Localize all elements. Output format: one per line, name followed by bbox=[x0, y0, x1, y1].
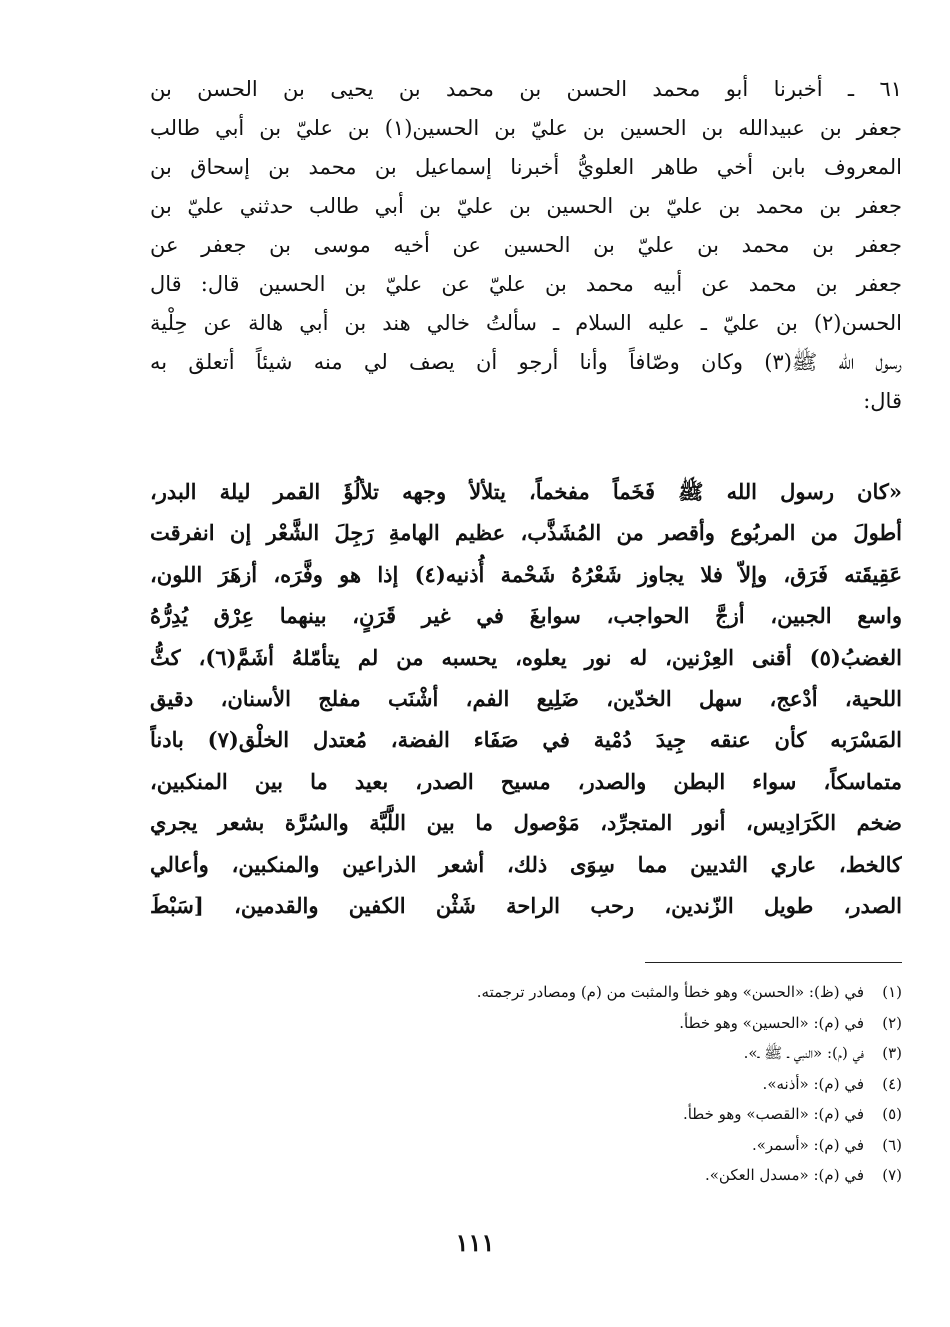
footnote-number: (٦) bbox=[882, 1135, 902, 1154]
footnote-text: في (م): «مسدل العكن». bbox=[704, 1166, 864, 1184]
footnote-text: في (م): «النبي ـ ﷺ ـ». bbox=[743, 1044, 864, 1062]
footnote-text: في (م): «القصب» وهو خطأ. bbox=[682, 1105, 864, 1123]
text-line: كالخط، عاري الثديين مما سِوَى ذلك، أشعر الذراعين والمنكبين، وأعالي bbox=[150, 851, 902, 877]
footnote-text: في (م): «أذنه». bbox=[762, 1074, 864, 1093]
footnote-number: (١) bbox=[882, 983, 902, 1001]
footnote-number: (٤) bbox=[882, 1074, 902, 1093]
text-line: قال: bbox=[863, 389, 902, 413]
text-line: جعفر بن محمد عن أبيه محمد بن عليّ عن عليّ بن الحسين قال: قال bbox=[150, 272, 902, 296]
footnote-number: (٣) bbox=[882, 1044, 902, 1062]
footnote-text: في (م): «الحسين» وهو خطأ. bbox=[679, 1013, 864, 1032]
footnote bbox=[300, 1038, 902, 1069]
text-line: «كان رسول الله ﷺ فَخَماً مفخماً، يتلألأ وجهه تلألُؤَ القمر ليلة البدر، bbox=[150, 479, 902, 504]
isnad-paragraph bbox=[150, 70, 902, 421]
text-line: المَسْرَبه كأن عنقه جِيدَ دُمْية في صَفَاء الفضة، مُعتدل الخلْق(٧) بادناً bbox=[150, 727, 902, 753]
footnote-text: في (ظ): «الحسن» وهو خطأ والمثبت من (م) ومصادر ترجمته. bbox=[476, 983, 864, 1001]
text-line: جعفر بن محمد بن عليّ بن الحسين بن عليّ بن أبي طالب حدثني عليّ بن bbox=[150, 194, 902, 218]
text-line: جعفر بن عبيدالله بن الحسين بن عليّ بن الحسين(١) بن عليّ بن أبي طالب bbox=[150, 116, 902, 140]
page-number: ١١١ bbox=[455, 1228, 495, 1257]
text-line: جعفر بن محمد بن عليّ بن الحسين عن أخيه موسى بن جعفر عن bbox=[150, 233, 902, 257]
footnote-number: (٥) bbox=[882, 1105, 902, 1123]
footnote bbox=[300, 977, 902, 1008]
footnote-text: في (م): «أسمر». bbox=[751, 1135, 864, 1154]
text-line: ٦١ ـ أخبرنا أبو محمد الحسن بن محمد بن يحيى بن الحسن بن bbox=[150, 77, 902, 101]
footnote bbox=[300, 1069, 902, 1100]
footnote-number: (٢) bbox=[882, 1013, 902, 1032]
footnote-number: (٧) bbox=[882, 1166, 902, 1184]
footnote bbox=[300, 1130, 902, 1161]
footnote-divider bbox=[645, 962, 902, 963]
text-line: متماسكاً، سواء البطن والصدر، مسيح الصدر، بعيد ما بين المنكبين، bbox=[150, 768, 902, 794]
footnote bbox=[300, 1008, 902, 1039]
text-line: عَقِيقَته فَرَق، وإلاّ فلا يجاوز شَعْرُهُ شَحْمة أُذنيه(٤) إذا هو وفَّرَه، أزهَرَ اللون، bbox=[150, 561, 902, 587]
hadith-paragraph bbox=[150, 471, 902, 926]
text-line: الغضبُ(٥) أقنى العِرْنين، له نور يعلوه، يحسبه من لم يتأمّلهُ أشَمَّ(٦)، كثُّ bbox=[150, 644, 902, 670]
footnote bbox=[300, 1099, 902, 1130]
footnote bbox=[300, 1160, 902, 1191]
text-line: واسع الجبين، أزجَّ الحواجب، سوابغَ في غير قَرَنٍ، بينهما عِرْق يُدِرُّهُ bbox=[150, 603, 902, 629]
text-line: الصدر، طويل الزّندين، رحب الراحة شَثْن الكفين والقدمين، [سَبْطَ bbox=[150, 892, 902, 918]
text-line: اللحية، أدْعج، سهل الخدّين، ضَلِيع الفم، أشْنَب مفلج الأسنان، دقيق bbox=[150, 685, 902, 711]
text-line: رسول الله ﷺ(٣) وكان وصّافاً وأنا أرجو أن يصف لي منه شيئاً أتعلق به bbox=[150, 350, 902, 374]
text-line: الحسن(٢) بن عليّ ـ عليه السلام ـ سألتُ خالي هند بن أبي هالة عن حِلْية bbox=[150, 311, 902, 335]
text-line: ضخم الكَرَادِيس، أنور المتجرِّد، مَوْصول ما بين اللَّبَّة والسُرَّة بشعر يجري bbox=[150, 810, 902, 836]
text-line: المعروف بابن أخي طاهر العلويُّ أخبرنا إسماعيل بن محمد بن إسحاق بن bbox=[150, 155, 902, 179]
text-line: أطولَ من المربُوع وأقصر من المُشَذَّب، عظيم الهامةِ رَجِلَ الشَّعْر إن انفرقت bbox=[150, 520, 902, 546]
footnotes bbox=[300, 977, 902, 1191]
